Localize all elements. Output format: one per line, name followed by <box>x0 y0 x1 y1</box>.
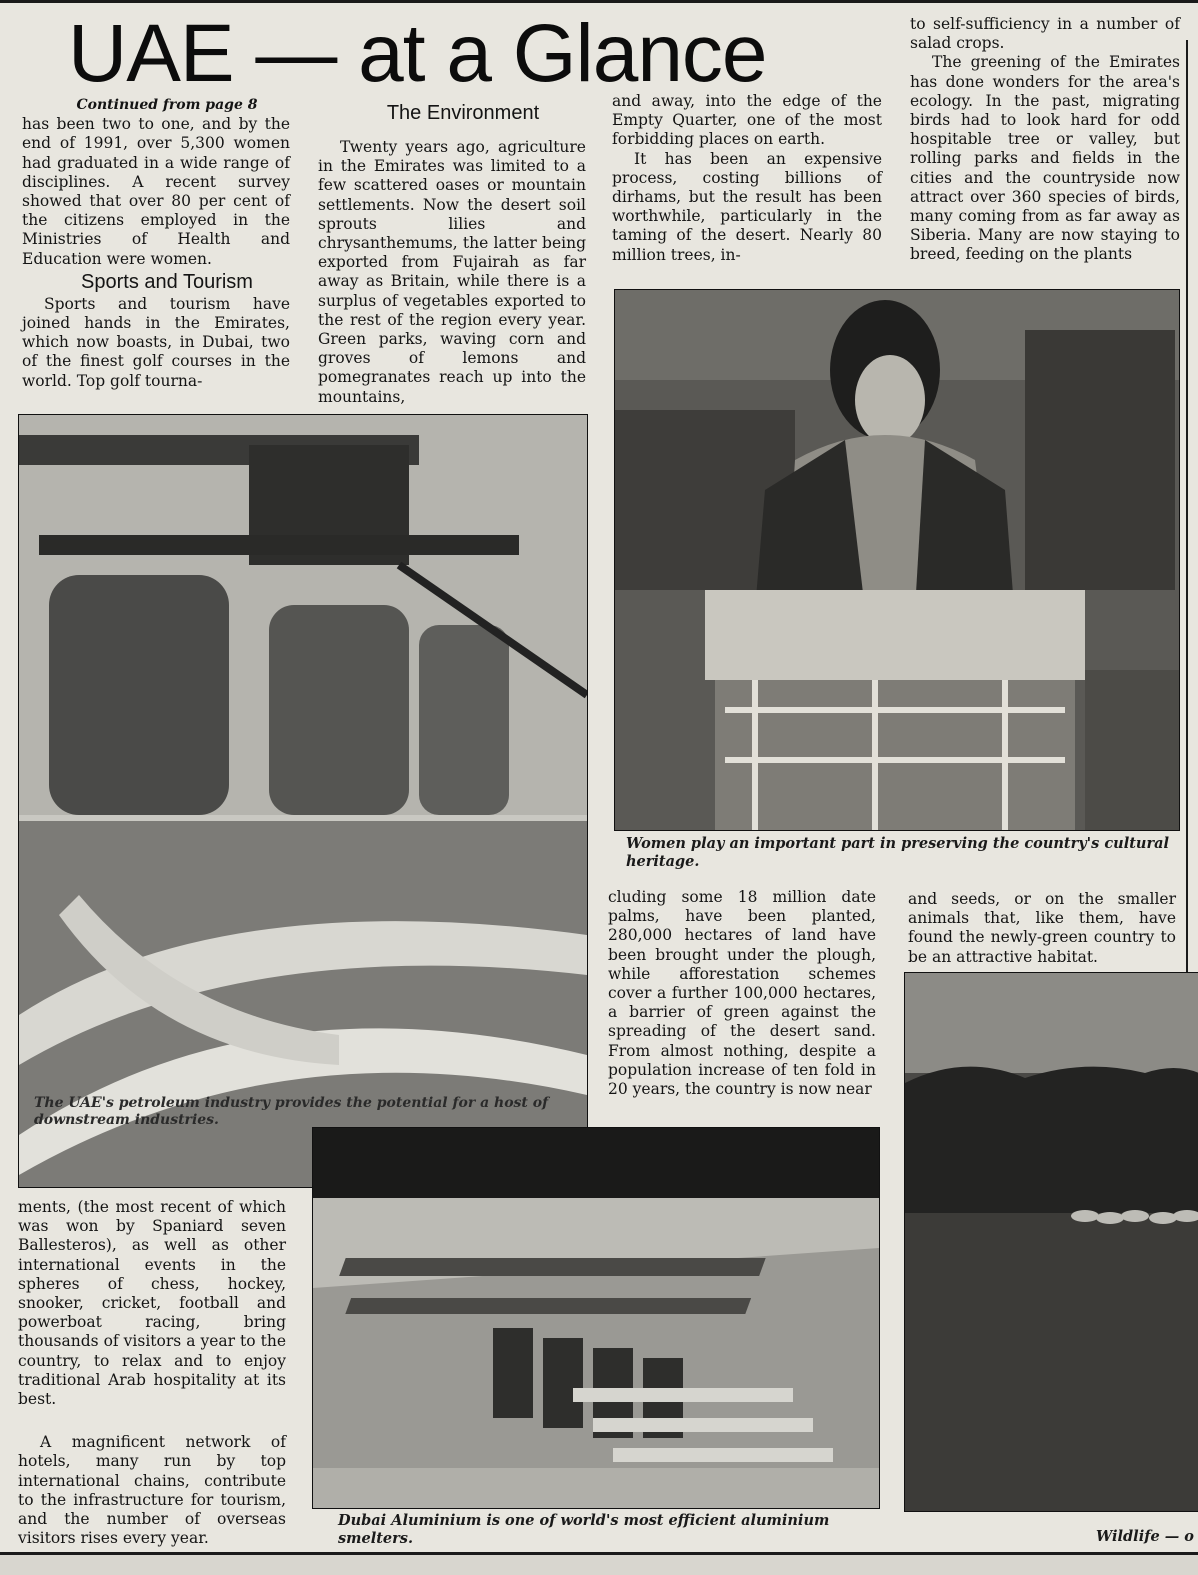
wildlife-photo <box>904 972 1198 1512</box>
column-2 <box>318 100 586 407</box>
subhead-environment: The Environment <box>386 102 540 124</box>
column-4-paragraph: The greening of the Emirates has done wonders for the area's ecology. In the past, migrating birds had to look hard for odd hospitable tree or valley, but rolling parks and fields in the cities and the countryside now attract over 360 species of birds, many coming from as far away as Siberia. Many are now staying to breed, feeding on the plants <box>910 53 1180 264</box>
column-1-paragraph: has been two to one, and by the end of 1991, over 5,300 women had graduated in a wide range of disciplines. A recent survey showed that over 80 per cent of the citizens employed in the Ministries of Health and Education were women. <box>22 115 290 268</box>
subhead-sports-tourism: Sports and Tourism <box>81 270 253 293</box>
column-4-paragraph: and seeds, or on the smaller animals that, like them, have found the newly-green country to be an attractive habitat. <box>908 890 1176 966</box>
column-1-lower <box>18 1198 286 1548</box>
column-4-lower <box>908 890 1176 967</box>
column-1-paragraph: ments, (the most recent of which was won by Spaniard seven Ballesteros), as well as other international events in the spheres of chess, hockey, snooker, cricket, football and powerboat racing, bring thousands of visitors a year to the country, to relax and to enjoy traditional Arab hospitality at its best. <box>18 1198 286 1409</box>
top-rule <box>0 0 1198 3</box>
wildlife-caption: Wildlife — o <box>1096 1528 1194 1545</box>
column-1-paragraph: Sports and tourism have joined hands in the Emirates, which now boasts, in Dubai, two of the finest golf courses in the world. Top golf tourna- <box>22 294 290 390</box>
column-3-paragraph: It has been an expensive process, costing billions of dirhams, but the result has been worthwhile, particularly in the taming of the desert. Nearly 80 million trees, in- <box>612 149 882 264</box>
heritage-woman-photo <box>614 289 1180 831</box>
column-4-paragraph: to self-sufficiency in a number of salad crops. <box>910 15 1180 53</box>
continued-note: Continued from page 8 <box>76 97 258 113</box>
column-2-paragraph: Twenty years ago, agriculture in the Emirates was limited to a few scattered oases or mountain settlements. Now the desert soil sprouts lilies and chrysanthemums, the latter being exported from Fujairah as far away as Britain, while there is a surplus of vegetables exported to the rest of the region every year. Green parks, waving corn and groves of lemons and pomegranates reach up into the mountains, <box>318 138 586 406</box>
column-3-paragraph: cluding some 18 million date palms, have been planted, 280,000 hectares of land have been brought under the plough, while afforestation schemes cover a further 100,000 hectares, a barrier of green against the spreading of the desert sand. From almost nothing, despite a population increase of ten fold in 20 years, the country is now near <box>608 888 876 1099</box>
column-3-lower <box>608 888 876 1099</box>
petroleum-caption: The UAE's petroleum industry provides the potential for a host of downstream industries. <box>34 1095 549 1128</box>
column-1-paragraph: A magnificent network of hotels, many run by top international chains, contribute to the infrastructure for tourism, and the number of overseas visitors rises every year. <box>18 1433 286 1548</box>
dubai-aluminium-photo <box>312 1127 880 1509</box>
petroleum-industry-photo <box>18 414 588 1188</box>
column-4 <box>910 15 1180 265</box>
women-caption: Women play an important part in preserving the country's cultural heritage. <box>626 835 1169 870</box>
column-1 <box>22 96 290 391</box>
column-rule <box>1186 40 1188 975</box>
column-3-paragraph: and away, into the edge of the Empty Quarter, one of the most forbidding places on earth. <box>612 92 882 149</box>
aluminium-caption: Dubai Aluminium is one of world's most efficient aluminium smelters. <box>338 1512 830 1547</box>
column-3 <box>612 92 882 265</box>
headline: UAE — at a Glance <box>68 8 767 99</box>
